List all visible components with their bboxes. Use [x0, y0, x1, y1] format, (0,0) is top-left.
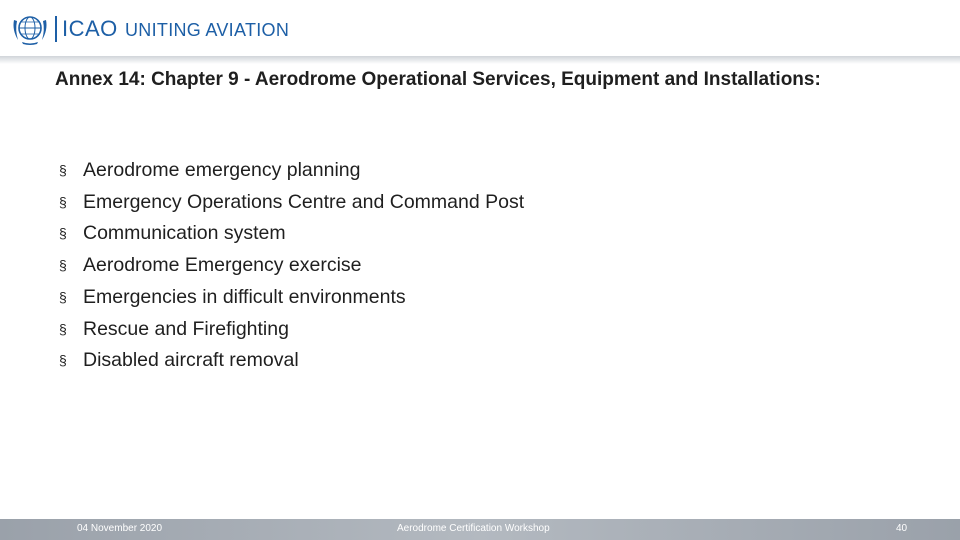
header-bar	[0, 0, 960, 58]
bullet-item	[55, 155, 524, 187]
brand-tagline: UNITING AVIATION	[125, 20, 290, 40]
bullet-text: Aerodrome emergency planning	[83, 159, 361, 181]
footer-date: 04 November 2020	[77, 523, 163, 534]
bullet-text: Rescue and Firefighting	[83, 317, 289, 340]
bullet-text: Aerodrome Emergency exercise	[83, 254, 362, 277]
bullet-list	[55, 155, 524, 377]
bullet-marker: §	[59, 193, 67, 210]
icao-emblem-icon	[10, 12, 50, 46]
bullet-text: Emergencies in difficult environments	[83, 285, 406, 308]
page-number: 40	[896, 523, 908, 534]
brand-divider	[55, 16, 57, 42]
bullet-item	[55, 218, 524, 250]
bullet-marker: §	[59, 288, 67, 305]
bullet-item	[55, 250, 524, 282]
bullet-text: Disabled aircraft removal	[83, 349, 299, 372]
bullet-marker: §	[59, 162, 67, 178]
bullet-text: Emergency Operations Centre and Command Post	[83, 190, 525, 213]
footer-bar	[0, 519, 960, 540]
bullet-item	[55, 282, 524, 314]
footer-event-name: Aerodrome Certification Workshop	[397, 523, 550, 534]
bullet-text: Communication system	[83, 222, 286, 245]
bullet-marker: §	[59, 352, 67, 369]
bullet-marker: §	[59, 257, 67, 274]
bullet-marker: §	[59, 320, 67, 337]
bullet-item	[55, 314, 524, 346]
header-shadow	[0, 56, 960, 64]
brand-logo-text: ICAO	[62, 16, 118, 41]
bullet-marker: §	[59, 225, 67, 242]
bullet-item	[55, 187, 524, 219]
slide-title: Annex 14: Chapter 9 - Aerodrome Operational Services, Equipment and Installations:	[55, 69, 821, 90]
bullet-item	[55, 345, 524, 377]
